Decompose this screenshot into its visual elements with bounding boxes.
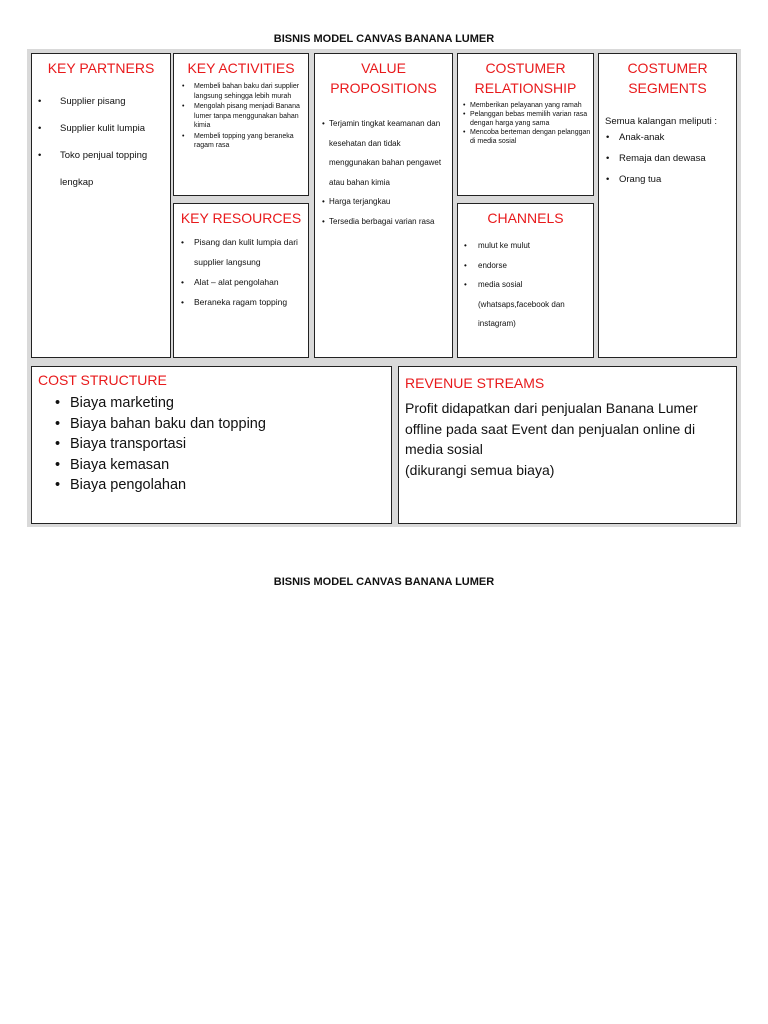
revenue-streams-box: [398, 366, 737, 524]
list-item: • Membeli topping yang beraneka ragam rasa: [194, 132, 308, 151]
revenue-streams-heading: REVENUE STREAMS: [405, 375, 545, 391]
list-item-continuation: lengkap: [60, 177, 94, 188]
key-activities-heading: KEY ACTIVITIES: [187, 60, 295, 76]
list-item: • Supplier kulit lumpia: [60, 115, 170, 142]
list-item: • Alat – alat pengolahan: [194, 272, 308, 292]
list-item: • Pisang dan kulit lumpia dari supplier langsung: [194, 232, 308, 272]
customer-relationship-list: [458, 101, 593, 146]
list-item: • Pelanggan bebas memilih varian rasa dengan harga yang sama: [470, 110, 593, 128]
list-item: • Biaya marketing: [70, 393, 391, 414]
key-resources-list: [174, 232, 308, 312]
value-propositions-box: [314, 53, 453, 358]
list-item: • Memberikan pelayanan yang ramah: [470, 101, 593, 110]
value-propositions-heading-line2: PROPOSITIONS: [330, 80, 437, 96]
list-item: • Biaya pengolahan: [70, 475, 391, 496]
key-resources-box: [173, 203, 309, 358]
customer-relationship-box: [457, 53, 594, 196]
customer-relationship-heading-line1: COSTUMER: [485, 60, 566, 76]
customer-relationship-heading: [458, 58, 593, 98]
customer-segments-list: [599, 127, 736, 190]
customer-relationship-heading-line2: RELATIONSHIP: [474, 80, 577, 96]
list-item: • Toko penjual topping: [60, 142, 170, 169]
key-partners-list: [32, 88, 170, 196]
cost-structure-list: [32, 393, 391, 496]
customer-segments-heading-line1: COSTUMER: [627, 60, 708, 76]
list-item: • Orang tua: [619, 169, 736, 190]
page-title-repeat: BISNIS MODEL CANVAS BANANA LUMER: [273, 576, 495, 588]
key-activities-box: [173, 53, 309, 196]
list-item: • Supplier pisang: [60, 88, 170, 115]
cost-structure-heading: COST STRUCTURE: [38, 372, 167, 388]
key-activities-list: [174, 82, 308, 151]
cost-structure-box: [31, 366, 392, 524]
customer-segments-heading: [599, 58, 736, 98]
list-item: • mulut ke mulut: [478, 236, 593, 256]
revenue-streams-body: [405, 398, 736, 480]
channels-list: [458, 236, 593, 334]
list-item: • Mengolah pisang menjadi Banana lumer tanpa menggunakan bahan kimia: [194, 102, 308, 131]
revenue-streams-note: (dikurangi semua biaya): [405, 461, 555, 478]
list-item: • Terjamin tingkat keamanan dan kesehatan dan tidak menggunakan bahan pengawet atau bahan kimia: [329, 114, 452, 192]
channels-box: [457, 203, 594, 358]
list-item: • Harga terjangkau: [329, 192, 452, 212]
page-title: BISNIS MODEL CANVAS BANANA LUMER: [273, 33, 495, 45]
value-propositions-heading: [315, 58, 452, 98]
list-item: • Anak-anak: [619, 127, 736, 148]
list-item: • media sosial (whatsaps,facebook dan instagram): [478, 275, 593, 334]
customer-segments-heading-line2: SEGMENTS: [628, 80, 707, 96]
list-item: • Membeli bahan baku dari supplier langsung sehingga lebih murah: [194, 82, 308, 101]
key-partners-heading: KEY PARTNERS: [47, 60, 155, 76]
list-item: • endorse: [478, 256, 593, 276]
value-propositions-heading-line1: VALUE: [361, 60, 406, 76]
customer-segments-intro: Semua kalangan meliputi :: [605, 116, 717, 127]
revenue-streams-text: Profit didapatkan dari penjualan Banana Lumer offline pada saat Event dan penjualan online di media sosial: [405, 400, 698, 457]
customer-segments-box: [598, 53, 737, 358]
value-propositions-list: [315, 114, 452, 231]
key-partners-box: [31, 53, 171, 358]
list-item: • Beraneka ragam topping: [194, 292, 308, 312]
list-item: • Biaya kemasan: [70, 455, 391, 476]
list-item: • Mencoba berteman dengan pelanggan di media sosial: [470, 128, 593, 146]
channels-heading: CHANNELS: [487, 210, 564, 226]
list-item: • Tersedia berbagai varian rasa: [329, 212, 452, 232]
list-item: • Biaya bahan baku dan topping: [70, 414, 391, 435]
list-item: • Biaya transportasi: [70, 434, 391, 455]
key-resources-heading: KEY RESOURCES: [180, 210, 302, 226]
list-item: • Remaja dan dewasa: [619, 148, 736, 169]
